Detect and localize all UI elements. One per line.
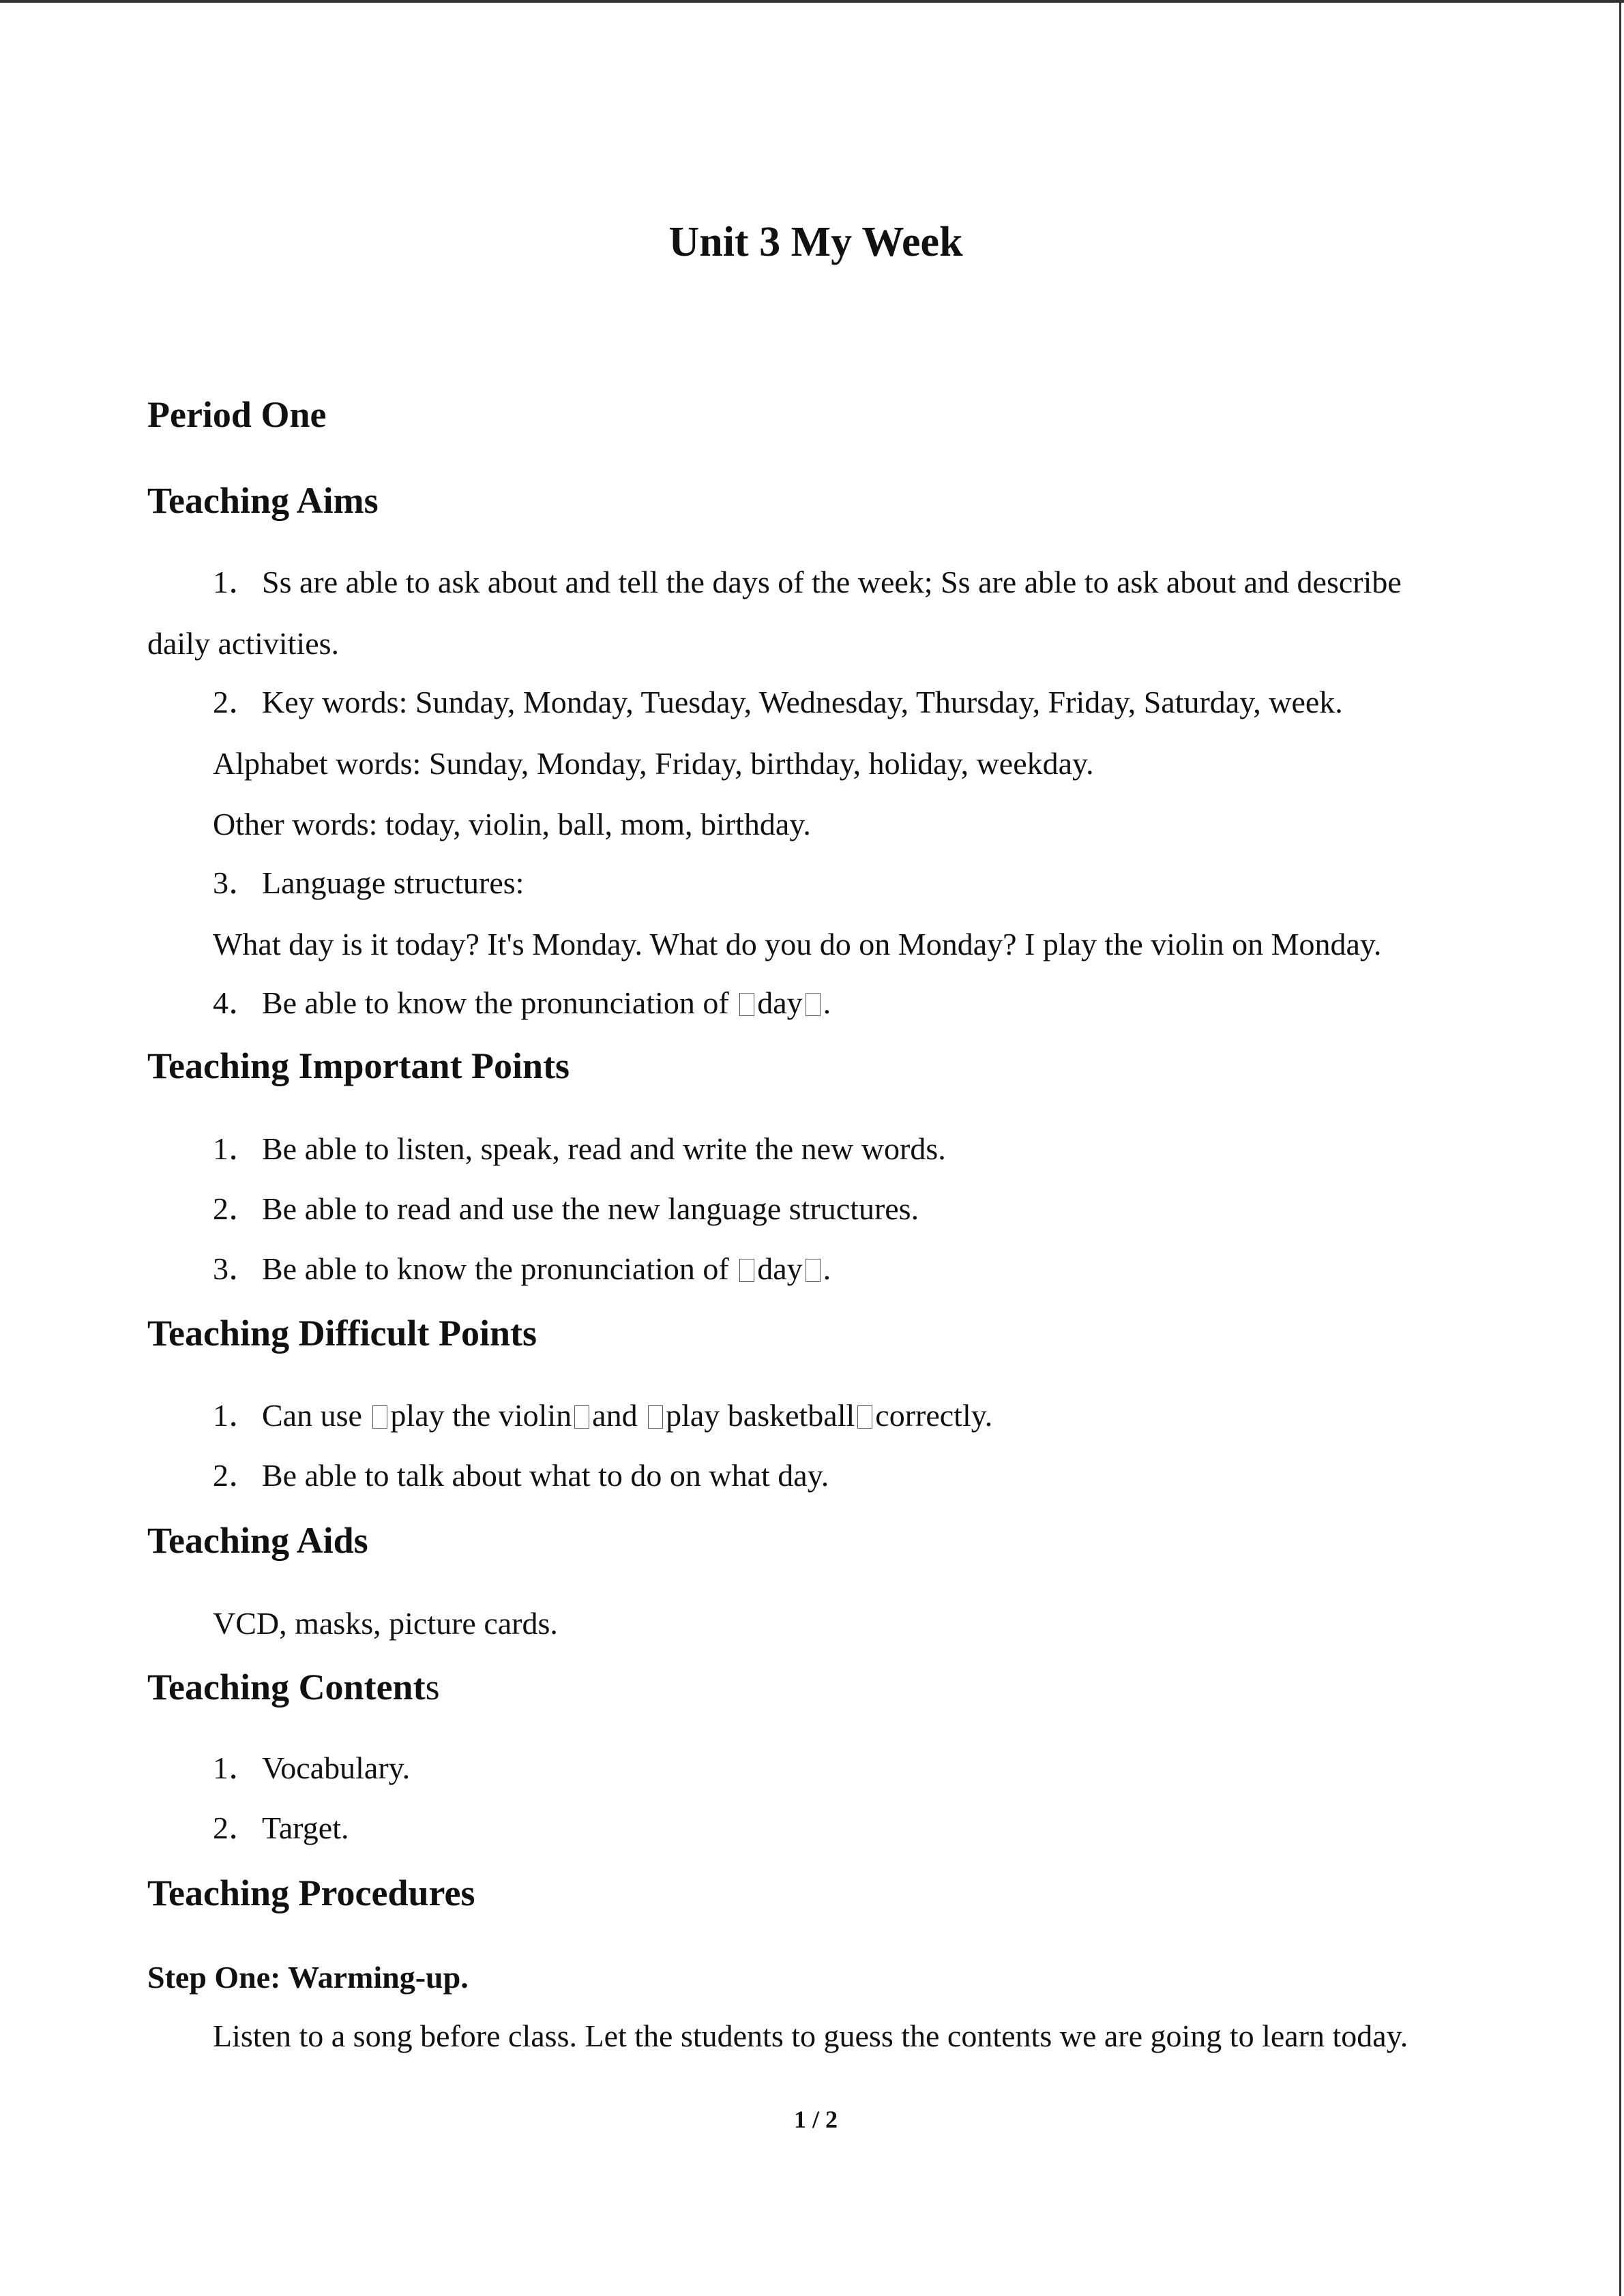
aims-item-2-text: Key words: Sunday, Monday, Tuesday, Wednesday, Thursday, Friday, Saturday, week. [262, 685, 1343, 719]
aims-item-1-text: Ss are able to ask about and tell the days of the week; Ss are able to ask about and describe [262, 565, 1402, 599]
missing-glyph-box [857, 1405, 872, 1429]
list-number: 1． [213, 1398, 260, 1433]
aims-item-1 [213, 560, 1402, 605]
missing-glyph-box [806, 993, 821, 1016]
document-title: Unit 3 My Week [668, 219, 963, 265]
aims-heading: Teaching Aims [147, 480, 379, 521]
aims-item-4 [213, 981, 831, 1026]
important-item-2-text: Be able to read and use the new language structures. [262, 1191, 919, 1226]
contents-item-1 [213, 1746, 410, 1791]
list-number: 2． [213, 1810, 260, 1845]
aims-item-3-text: Language structures: [262, 865, 525, 900]
aims-item-4-end: . [823, 985, 831, 1020]
important-item-3 [213, 1247, 831, 1292]
list-number: 2． [213, 1458, 260, 1493]
aims-item-3 [213, 861, 524, 906]
important-heading: Teaching Important Points [147, 1045, 570, 1086]
period-heading: Period One [147, 394, 327, 435]
difficult-item-2 [213, 1453, 829, 1498]
procedures-heading: Teaching Procedures [147, 1873, 475, 1913]
list-number: 3． [213, 865, 260, 900]
aids-text: VCD, masks, picture cards. [213, 1606, 558, 1641]
missing-glyph-box [806, 1259, 821, 1282]
important-item-3-end: . [823, 1251, 831, 1286]
phrase-play-violin: play the violin [390, 1398, 572, 1433]
missing-glyph-box [574, 1405, 589, 1429]
contents-item-2-text: Target. [262, 1810, 349, 1845]
list-number: 3． [213, 1251, 260, 1286]
important-item-1 [213, 1127, 946, 1172]
step-one-heading: Step One: Warming-up. [147, 1960, 469, 1995]
aims-item-2 [213, 680, 1343, 725]
page-number: 1 / 2 [793, 2106, 838, 2133]
alphabet-words: Alphabet words: Sunday, Monday, Friday, birthday, holiday, weekday. [213, 746, 1094, 781]
important-item-1-text: Be able to listen, speak, read and write the new words. [262, 1131, 946, 1166]
aids-heading: Teaching Aids [147, 1520, 368, 1561]
contents-heading [147, 1662, 440, 1712]
difficult-item-2-text: Be able to talk about what to do on what day. [262, 1458, 829, 1493]
contents-heading-text: Teaching Content [147, 1667, 426, 1708]
contents-heading-tail: s [425, 1667, 440, 1708]
contents-item-2 [213, 1806, 349, 1851]
difficult-item-1-and: and [592, 1398, 646, 1433]
contents-item-1-text: Vocabulary. [262, 1750, 411, 1785]
difficult-item-1-end: correctly. [875, 1398, 993, 1433]
list-number: 2． [213, 1191, 260, 1226]
difficult-item-1-text: Can use [262, 1398, 370, 1433]
missing-glyph-box [739, 993, 754, 1016]
difficult-heading: Teaching Difficult Points [147, 1313, 537, 1354]
aims-item-4-text: Be able to know the pronunciation of [262, 985, 737, 1020]
other-words: Other words: today, violin, ball, mom, birthday. [213, 807, 811, 841]
aims-item-1-continued: daily activities. [147, 626, 340, 661]
list-number: 4． [213, 985, 260, 1020]
list-number: 1． [213, 1750, 260, 1785]
important-item-2 [213, 1187, 919, 1232]
list-number: 2． [213, 685, 260, 719]
right-border [1619, 0, 1621, 2296]
list-number: 1． [213, 1131, 260, 1166]
difficult-item-1 [213, 1393, 992, 1438]
top-border [0, 0, 1624, 3]
step-one-text: Listen to a song before class. Let the students to guess the contents we are going to learn today. [213, 2018, 1408, 2053]
aims-item-4-word: day [757, 985, 803, 1020]
list-number: 1． [213, 565, 260, 599]
language-structures: What day is it today? It's Monday. What do you do on Monday? I play the violin on Monday. [213, 927, 1382, 961]
important-item-3-word: day [757, 1251, 803, 1286]
phrase-play-basketball: play basketball [666, 1398, 855, 1433]
missing-glyph-box [372, 1405, 387, 1429]
missing-glyph-box [739, 1259, 754, 1282]
missing-glyph-box [648, 1405, 663, 1429]
important-item-3-text: Be able to know the pronunciation of [262, 1251, 737, 1286]
